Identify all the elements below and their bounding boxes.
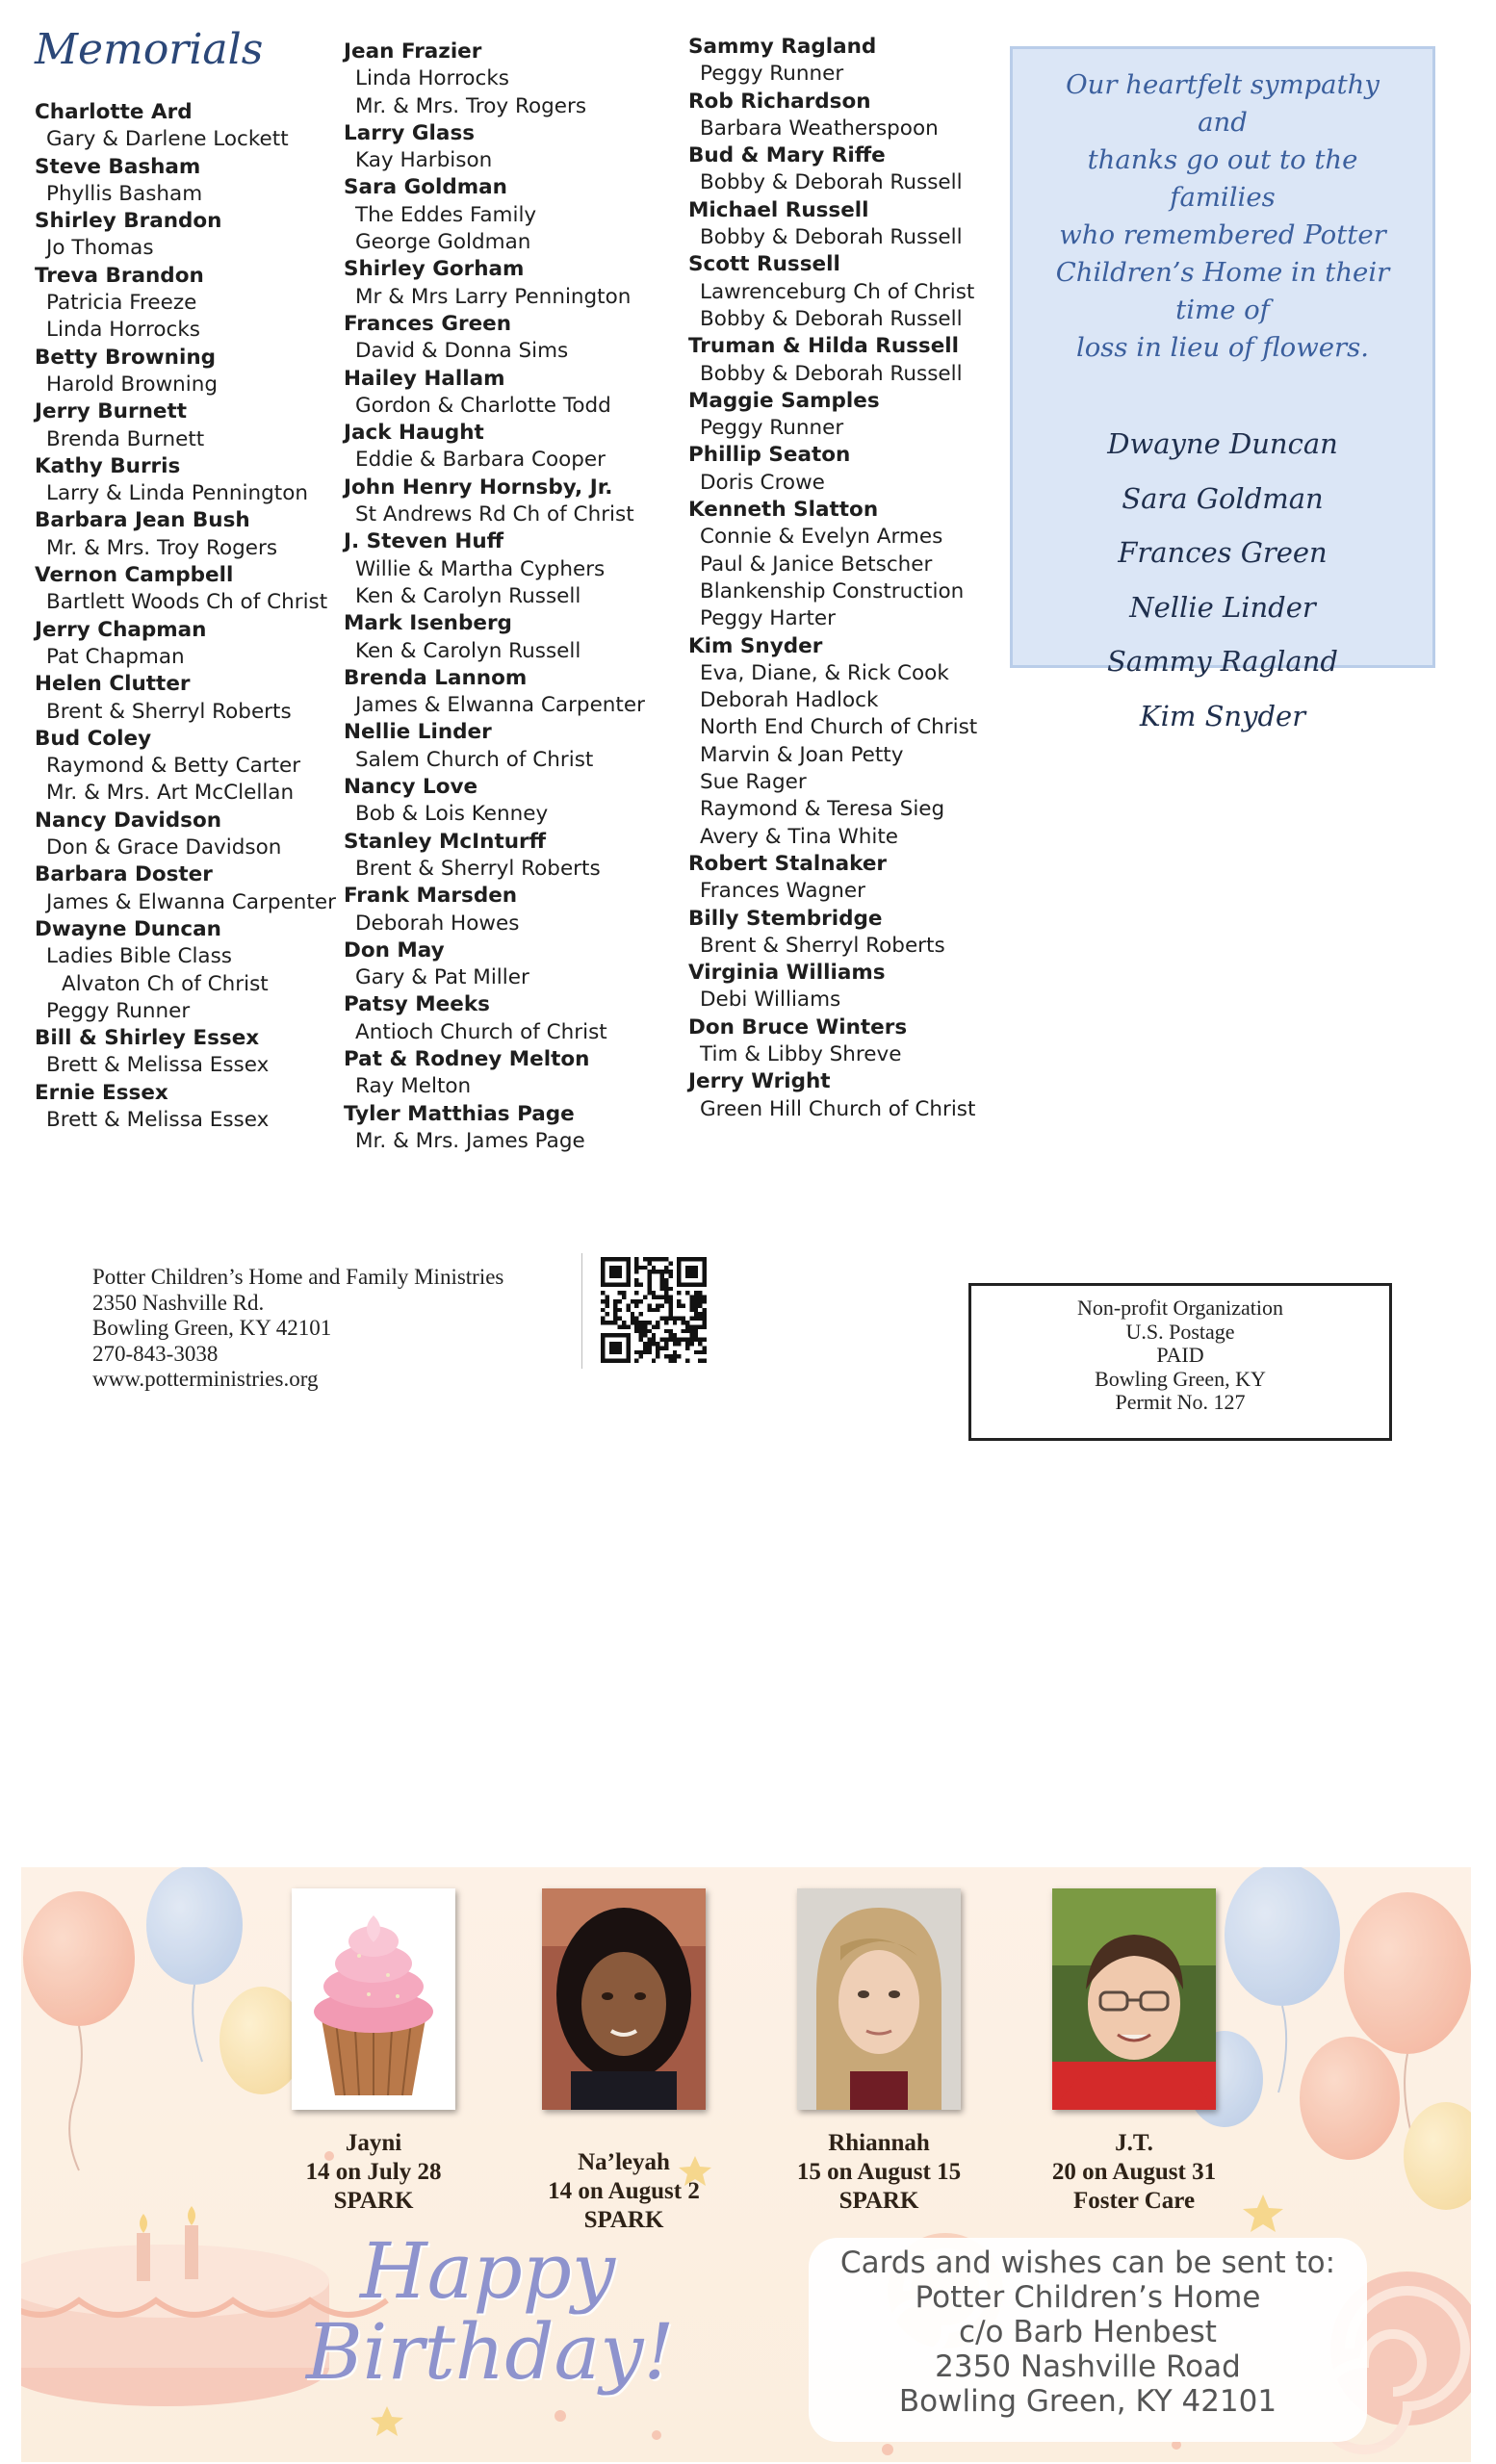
permit-line: Bowling Green, KY bbox=[1095, 1366, 1266, 1391]
memorial-entry bbox=[688, 960, 977, 1014]
memorials-heading: Memorials bbox=[35, 25, 264, 74]
honoree-name: Maggie Samples bbox=[688, 388, 880, 413]
honoree-name: Jerry Burnett bbox=[35, 399, 188, 424]
permit-line: Non-profit Organization bbox=[1076, 1296, 1284, 1320]
donor-name: Brent & Sherryl Roberts bbox=[46, 699, 292, 724]
kid-program: SPARK bbox=[333, 2188, 414, 2214]
birthday-kid bbox=[508, 2148, 739, 2235]
honoree-name: Barbara Doster bbox=[35, 862, 213, 887]
kid-program: SPARK bbox=[838, 2188, 919, 2214]
honoree-name: Frank Marsden bbox=[344, 884, 518, 909]
address-line: www.potterministries.org bbox=[92, 1367, 319, 1391]
memorial-entry bbox=[344, 610, 645, 665]
memorial-entry bbox=[35, 208, 336, 263]
kid-name: Rhiannah bbox=[828, 2130, 930, 2156]
donor-name: Gary & Darlene Lockett bbox=[46, 127, 289, 152]
permit-line: Permit No. 127 bbox=[1115, 1390, 1246, 1414]
kid-birthday: 20 on August 31 bbox=[1051, 2159, 1217, 2185]
donor-name: Mr. & Mrs. Art McClellan bbox=[46, 781, 295, 806]
donor-name: Brent & Sherryl Roberts bbox=[700, 933, 945, 958]
donor-name: David & Donna Sims bbox=[355, 339, 569, 364]
donor-name: Mr. & Mrs. Troy Rogers bbox=[46, 535, 278, 560]
donor-name: James & Elwanna Carpenter bbox=[355, 693, 645, 718]
donor-name: Raymond & Betty Carter bbox=[46, 754, 301, 779]
donor-name: Tim & Libby Shreve bbox=[700, 1041, 902, 1066]
honoree-name: Scott Russell bbox=[688, 252, 840, 277]
donor-name: Sue Rager bbox=[700, 770, 807, 795]
photo-cupcake bbox=[292, 1888, 455, 2110]
donor-name: Raymond & Teresa Sieg bbox=[700, 797, 945, 822]
donor-name: Bobby & Deborah Russell bbox=[700, 361, 963, 386]
honoree-name: Charlotte Ard bbox=[35, 100, 193, 124]
memorial-entry bbox=[688, 142, 977, 197]
donor-name: Barbara Weatherspoon bbox=[700, 116, 939, 141]
donor-name: Alvaton Ch of Christ bbox=[62, 971, 269, 996]
honoree-name: J. Steven Huff bbox=[344, 529, 504, 554]
memorial-entry bbox=[35, 1025, 336, 1080]
donor-name: St Andrews Rd Ch of Christ bbox=[355, 502, 634, 527]
memorial-entry bbox=[35, 617, 336, 672]
cards-line: c/o Barb Henbest bbox=[959, 2315, 1217, 2349]
cards-line: Bowling Green, KY 42101 bbox=[898, 2384, 1277, 2419]
donor-name: Debi Williams bbox=[700, 988, 841, 1013]
memorial-entry bbox=[688, 333, 977, 388]
sympathy-line: Children’s Home in their time of bbox=[1055, 257, 1390, 325]
sympathy-line: who remembered Potter bbox=[1059, 219, 1386, 250]
memorial-entry bbox=[35, 345, 336, 399]
sympathy-message bbox=[1038, 66, 1407, 367]
memorials-column-3 bbox=[688, 34, 977, 1123]
honoree-name: Stanley McInturff bbox=[344, 829, 547, 854]
photo-rhiannah bbox=[797, 1888, 961, 2110]
memorial-entry bbox=[344, 420, 645, 475]
donor-name: Mr. & Mrs. James Page bbox=[355, 1128, 585, 1153]
donor-name: Eddie & Barbara Cooper bbox=[355, 448, 606, 473]
memorial-entry bbox=[344, 475, 645, 529]
kid-birthday: 14 on August 2 bbox=[548, 2178, 700, 2204]
honoree-name: Bill & Shirley Essex bbox=[35, 1026, 260, 1051]
memorial-entry bbox=[344, 829, 645, 884]
sympathy-name: Sara Goldman bbox=[1122, 481, 1324, 515]
memorials-column-1 bbox=[35, 99, 336, 1134]
kid-birthday: 14 on July 28 bbox=[305, 2159, 442, 2185]
kid-name: J.T. bbox=[1115, 2130, 1153, 2156]
honoree-name: Don May bbox=[344, 937, 445, 962]
donor-name: Pat Chapman bbox=[46, 644, 185, 669]
photo-jt bbox=[1052, 1888, 1216, 2110]
memorial-entry bbox=[688, 851, 977, 906]
qr-code-icon bbox=[601, 1257, 707, 1363]
donor-name: Frances Wagner bbox=[700, 879, 865, 904]
donor-name: Doris Crowe bbox=[700, 470, 825, 495]
address-line: Bowling Green, KY 42101 bbox=[92, 1316, 332, 1340]
memorial-entry bbox=[35, 916, 336, 1025]
memorial-entry bbox=[344, 174, 645, 256]
donor-name: Antioch Church of Christ bbox=[355, 1019, 607, 1044]
sympathy-name: Sammy Ragland bbox=[1107, 645, 1338, 678]
honoree-name: Mark Isenberg bbox=[344, 611, 512, 636]
sympathy-name: Frances Green bbox=[1118, 536, 1328, 569]
address-divider bbox=[581, 1253, 582, 1369]
memorial-entry bbox=[344, 1101, 645, 1156]
honoree-name: Dwayne Duncan bbox=[35, 916, 221, 941]
birthday-kid bbox=[1019, 2129, 1250, 2216]
donor-name: Larry & Linda Pennington bbox=[46, 481, 308, 506]
honoree-name: Michael Russell bbox=[688, 197, 869, 222]
memorial-entry bbox=[344, 528, 645, 610]
honoree-name: Vernon Campbell bbox=[35, 563, 234, 588]
honoree-name: Helen Clutter bbox=[35, 672, 191, 697]
donor-name: Peggy Runner bbox=[700, 62, 844, 87]
memorial-entry bbox=[344, 1046, 645, 1101]
donor-name: Ladies Bible Class bbox=[46, 944, 233, 969]
donor-name: Connie & Evelyn Armes bbox=[700, 525, 943, 550]
honoree-name: John Henry Hornsby, Jr. bbox=[344, 475, 613, 500]
memorial-entry bbox=[35, 263, 336, 345]
sympathy-line: Our heartfelt sympathy and bbox=[1066, 69, 1380, 138]
honoree-name: Jack Haught bbox=[344, 421, 484, 446]
sympathy-names bbox=[1013, 417, 1432, 743]
memorial-entry bbox=[344, 774, 645, 829]
memorial-entry bbox=[344, 991, 645, 1046]
honoree-name: Brenda Lannom bbox=[344, 665, 528, 690]
donor-name: Linda Horrocks bbox=[46, 318, 201, 343]
memorial-entry bbox=[344, 120, 645, 175]
donor-name: George Goldman bbox=[355, 230, 531, 255]
sympathy-name: Kim Snyder bbox=[1139, 699, 1306, 732]
photo-naleyah bbox=[542, 1888, 706, 2110]
memorial-entry bbox=[344, 719, 645, 774]
honoree-name: Virginia Williams bbox=[688, 961, 886, 986]
happy-word: Happy bbox=[360, 2226, 616, 2316]
sympathy-line: thanks go out to the families bbox=[1087, 144, 1358, 213]
memorial-entry bbox=[35, 398, 336, 453]
postage-permit-box bbox=[968, 1283, 1392, 1441]
honoree-name: Bud Coley bbox=[35, 726, 152, 751]
address-line: Potter Children’s Home and Family Ministries bbox=[92, 1265, 504, 1289]
memorial-entry bbox=[688, 906, 977, 961]
honoree-name: Jean Frazier bbox=[344, 39, 482, 64]
donor-name: Paul & Janice Betscher bbox=[700, 552, 933, 577]
donor-name: Brenda Burnett bbox=[46, 426, 205, 451]
memorial-entry bbox=[35, 671, 336, 726]
happy-birthday-title bbox=[306, 2226, 845, 2397]
donor-name: Deborah Howes bbox=[355, 911, 520, 936]
memorial-entry bbox=[344, 937, 645, 992]
donor-name: The Eddes Family bbox=[355, 202, 537, 227]
birthday-section bbox=[21, 1867, 1471, 2462]
memorial-entry bbox=[35, 726, 336, 808]
memorials-column-2 bbox=[344, 38, 645, 1155]
donor-name: Peggy Runner bbox=[46, 998, 191, 1023]
donor-name: Bobby & Deborah Russell bbox=[700, 306, 963, 331]
donor-name: James & Elwanna Carpenter bbox=[46, 889, 336, 914]
donor-name: Salem Church of Christ bbox=[355, 747, 594, 772]
memorial-entry bbox=[688, 633, 977, 851]
donor-name: Blankenship Construction bbox=[700, 578, 965, 603]
memorial-entry bbox=[344, 366, 645, 421]
honoree-name: Jerry Chapman bbox=[35, 617, 207, 642]
memorial-entry bbox=[688, 497, 977, 632]
donor-name: Brett & Melissa Essex bbox=[46, 1107, 270, 1132]
honoree-name: Kathy Burris bbox=[35, 453, 181, 478]
honoree-name: Phillip Seaton bbox=[688, 443, 851, 468]
honoree-name: Nellie Linder bbox=[344, 720, 492, 745]
donor-name: Ken & Carolyn Russell bbox=[355, 583, 581, 608]
sympathy-box bbox=[1010, 46, 1435, 732]
memorial-entry bbox=[344, 883, 645, 937]
honoree-name: Bud & Mary Riffe bbox=[688, 143, 886, 168]
honoree-name: Sara Goldman bbox=[344, 175, 507, 200]
honoree-name: Shirley Brandon bbox=[35, 209, 222, 234]
honoree-name: Truman & Hilda Russell bbox=[688, 334, 960, 359]
donor-name: Lawrenceburg Ch of Christ bbox=[700, 279, 975, 304]
memorial-entry bbox=[35, 1080, 336, 1135]
address-line: 2350 Nashville Rd. bbox=[92, 1290, 265, 1315]
cards-line: Potter Children’s Home bbox=[915, 2280, 1261, 2315]
memorial-entry bbox=[35, 99, 336, 154]
sympathy-name: Dwayne Duncan bbox=[1107, 427, 1338, 460]
memorial-entry bbox=[35, 562, 336, 617]
birthday-kid bbox=[258, 2129, 489, 2216]
donor-name: Phyllis Basham bbox=[46, 181, 203, 206]
memorial-entry bbox=[344, 311, 645, 366]
address-line: 270-843-3038 bbox=[92, 1341, 219, 1366]
memorial-entry bbox=[688, 251, 977, 333]
donor-name: Linda Horrocks bbox=[355, 66, 510, 91]
donor-name: Jo Thomas bbox=[46, 236, 154, 261]
donor-name: Eva, Diane, & Rick Cook bbox=[700, 660, 949, 685]
memorial-entry bbox=[688, 197, 977, 252]
return-address bbox=[92, 1265, 503, 1393]
donor-name: North End Church of Christ bbox=[700, 715, 978, 740]
memorial-entry bbox=[35, 453, 336, 508]
honoree-name: Tyler Matthias Page bbox=[344, 1101, 575, 1126]
honoree-name: Treva Brandon bbox=[35, 263, 204, 288]
donor-name: Brent & Sherryl Roberts bbox=[355, 856, 601, 881]
cards-line: Cards and wishes can be sent to: bbox=[839, 2246, 1336, 2280]
donor-name: Mr. & Mrs. Troy Rogers bbox=[355, 93, 587, 118]
memorial-entry bbox=[688, 1014, 977, 1069]
memorial-entry bbox=[688, 34, 977, 89]
memorial-entry bbox=[35, 507, 336, 562]
donor-name: Peggy Harter bbox=[700, 606, 836, 631]
honoree-name: Nancy Love bbox=[344, 775, 478, 800]
memorial-entry bbox=[344, 256, 645, 311]
honoree-name: Frances Green bbox=[344, 311, 512, 336]
permit-line: U.S. Postage bbox=[1125, 1319, 1235, 1344]
honoree-name: Rob Richardson bbox=[688, 89, 871, 114]
donor-name: Patricia Freeze bbox=[46, 291, 197, 316]
memorial-entry bbox=[344, 665, 645, 720]
memorial-entry bbox=[688, 1068, 977, 1123]
donor-name: Marvin & Joan Petty bbox=[700, 742, 904, 767]
donor-name: Green Hill Church of Christ bbox=[700, 1096, 976, 1121]
memorial-entry bbox=[688, 442, 977, 497]
honoree-name: Sammy Ragland bbox=[688, 35, 877, 59]
honoree-name: Hailey Hallam bbox=[344, 366, 505, 391]
memorial-entry bbox=[344, 38, 645, 120]
sympathy-name: Nellie Linder bbox=[1129, 590, 1316, 624]
donor-name: Mr & Mrs Larry Pennington bbox=[355, 284, 632, 309]
honoree-name: Kenneth Slatton bbox=[688, 498, 879, 523]
memorial-entry bbox=[688, 388, 977, 443]
honoree-name: Larry Glass bbox=[344, 120, 476, 145]
honoree-name: Betty Browning bbox=[35, 345, 217, 370]
donor-name: Kay Harbison bbox=[355, 148, 493, 173]
honoree-name: Barbara Jean Bush bbox=[35, 508, 250, 533]
donor-name: Deborah Hadlock bbox=[700, 688, 879, 713]
donor-name: Willie & Martha Cyphers bbox=[355, 556, 606, 581]
kid-program: Foster Care bbox=[1072, 2188, 1196, 2214]
honoree-name: Pat & Rodney Melton bbox=[344, 1046, 590, 1071]
donor-name: Ray Melton bbox=[355, 1074, 472, 1099]
permit-line: PAID bbox=[1156, 1343, 1204, 1367]
donor-name: Harold Browning bbox=[46, 372, 219, 397]
cards-address-box bbox=[809, 2238, 1367, 2442]
donor-name: Peggy Runner bbox=[700, 416, 844, 441]
birthday-word: Birthday! bbox=[306, 2307, 675, 2397]
memorial-entry bbox=[35, 861, 336, 916]
memorial-entry bbox=[35, 808, 336, 862]
honoree-name: Robert Stalnaker bbox=[688, 851, 888, 876]
memorial-entry bbox=[35, 154, 336, 209]
donor-name: Gordon & Charlotte Todd bbox=[355, 393, 611, 418]
donor-name: Avery & Tina White bbox=[700, 824, 898, 849]
honoree-name: Don Bruce Winters bbox=[688, 1014, 908, 1040]
birthday-kid bbox=[763, 2129, 994, 2216]
donor-name: Bobby & Deborah Russell bbox=[700, 170, 963, 195]
honoree-name: Steve Basham bbox=[35, 154, 201, 179]
honoree-name: Billy Stembridge bbox=[688, 906, 883, 931]
sympathy-line: loss in lieu of flowers. bbox=[1075, 332, 1370, 363]
donor-name: Don & Grace Davidson bbox=[46, 835, 282, 860]
honoree-name: Nancy Davidson bbox=[35, 808, 222, 833]
honoree-name: Jerry Wright bbox=[688, 1069, 831, 1094]
honoree-name: Shirley Gorham bbox=[344, 257, 525, 282]
donor-name: Bartlett Woods Ch of Christ bbox=[46, 590, 328, 615]
donor-name: Brett & Melissa Essex bbox=[46, 1053, 270, 1078]
honoree-name: Kim Snyder bbox=[688, 633, 823, 658]
kid-name: Jayni bbox=[345, 2130, 402, 2156]
donor-name: Bob & Lois Kenney bbox=[355, 802, 549, 827]
donor-name: Ken & Carolyn Russell bbox=[355, 638, 581, 663]
cards-line: 2350 Nashville Road bbox=[935, 2349, 1241, 2384]
honoree-name: Patsy Meeks bbox=[344, 992, 490, 1017]
kid-program: SPARK bbox=[583, 2207, 664, 2233]
kid-name: Na’leyah bbox=[578, 2149, 670, 2175]
kid-birthday: 15 on August 15 bbox=[796, 2159, 962, 2185]
memorial-entry bbox=[688, 89, 977, 143]
donor-name: Bobby & Deborah Russell bbox=[700, 225, 963, 250]
donor-name: Gary & Pat Miller bbox=[355, 965, 529, 990]
honoree-name: Ernie Essex bbox=[35, 1080, 168, 1105]
